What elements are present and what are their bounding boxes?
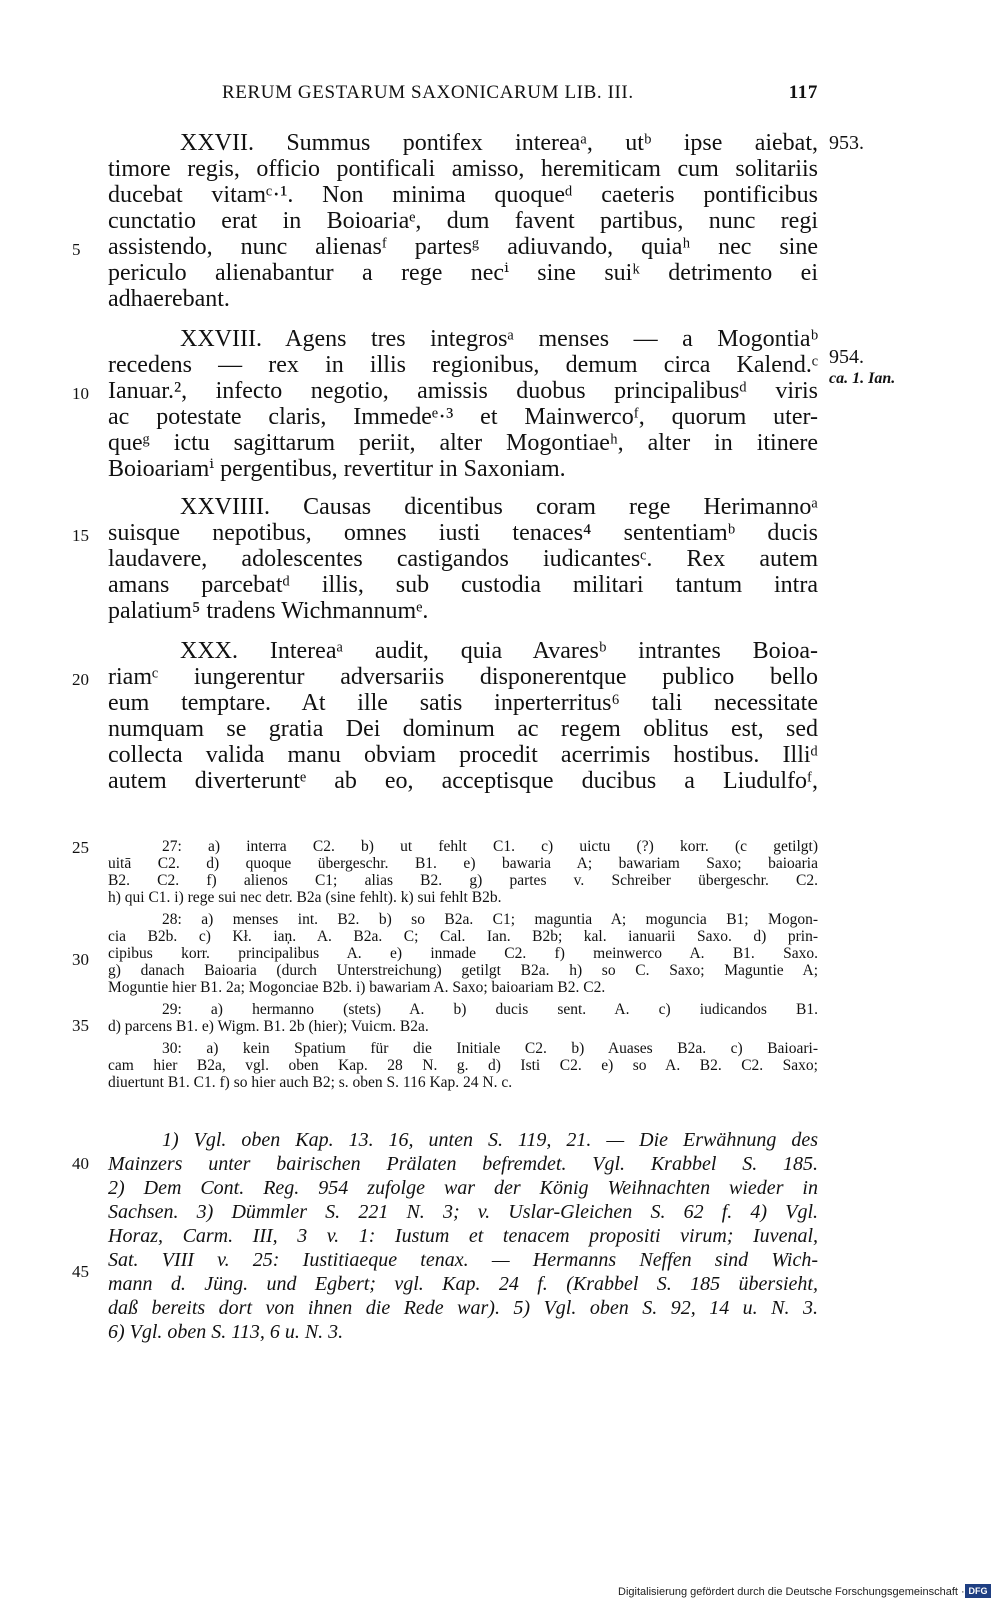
text-line: Ianuar.², infecto negotio, amissis duobus principalibusᵈ viris bbox=[108, 378, 818, 404]
text-line: collecta valida manu obviam procedit acerrimis hostibus. Illiᵈ bbox=[108, 742, 818, 768]
text-line: adhaerebant. bbox=[108, 286, 230, 312]
apparatus-line: 29: a) hermanno (stets) A. b) ducis sent. A. c) iudicandos B1. bbox=[162, 1001, 818, 1018]
dfg-logo: DFG bbox=[965, 1584, 991, 1598]
text-line: riamᶜ iungerentur adversariis disponerentque publico bello bbox=[108, 664, 818, 690]
text-line: suisque nepotibus, omnes iusti tenaces⁴ sententiamᵇ ducis bbox=[108, 520, 818, 546]
text-line: ac potestate claris, Immedeᵉ·³ et Mainwercoᶠ, quorum uter- bbox=[108, 404, 818, 430]
text-line: XXVII. Summus pontifex intereaᵃ, utᵇ ipse aiebat, bbox=[180, 130, 818, 156]
line-number: 15 bbox=[72, 526, 89, 545]
text-line: cunctatio erat in Boioariaᵉ, dum favent partibus, nunc regi bbox=[108, 208, 818, 234]
line-number: 20 bbox=[72, 670, 89, 689]
text-line: palatium⁵ tradens Wichmannumᵉ. bbox=[108, 598, 429, 624]
text-line: autem diverteruntᵉ ab eo, acceptisque ducibus a Liudulfoᶠ, bbox=[108, 768, 818, 794]
text-line: numquam se gratia Dei dominum ac regem oblitus est, sed bbox=[108, 716, 818, 742]
margin-year: 953. bbox=[829, 132, 864, 154]
text-line: ducebat vitamᶜ·¹. Non minima quoqueᵈ caeteris pontificibus bbox=[108, 182, 818, 208]
text-line: recedens — rex in illis regionibus, demum circa Kalend.ᶜ bbox=[108, 352, 818, 378]
apparatus-line: Moguntie hier B1. 2a; Mogonciae B2b. i) bawariam A. Saxo; baioariam B2. C2. bbox=[108, 979, 606, 996]
text-line: queᵍ ictu sagittarum periit, alter Mogontiaeʰ, alter in itinere bbox=[108, 430, 818, 456]
line-number: 45 bbox=[72, 1262, 89, 1281]
text-line: XXVIIII. Causas dicentibus coram rege Herimannoᵃ bbox=[180, 494, 818, 520]
margin-date: ca. 1. Ian. bbox=[829, 370, 896, 387]
footnote-line: 1) Vgl. oben Kap. 13. 16, unten S. 119, 21. — Die Erwähnung des bbox=[162, 1129, 818, 1151]
apparatus-line: cam hier B2a, vgl. oben Kap. 28 N. g. d) Isti C2. e) so A. B2. C2. Saxo; bbox=[108, 1057, 818, 1074]
apparatus-line: 27: a) interra C2. b) ut fehlt C1. c) uictu (?) korr. (c getilgt) bbox=[162, 838, 818, 855]
text-line: timore regis, officio pontificali amisso, heremiticam cum solitariis bbox=[108, 156, 818, 182]
apparatus-line: uitā C2. d) quoque übergeschr. B1. e) bawaria A; bawariam Saxo; baioaria bbox=[108, 855, 818, 872]
running-head bbox=[222, 82, 818, 104]
line-number: 5 bbox=[72, 240, 81, 259]
footnote-line: 6) Vgl. oben S. 113, 6 u. N. 3. bbox=[108, 1321, 344, 1343]
text-line: assistendo, nunc alienasᶠ partesᵍ adiuvando, quiaʰ nec sine bbox=[108, 234, 818, 260]
apparatus-line: 30: a) kein Spatium für die Initiale C2. b) Auases B2a. c) Baioari- bbox=[162, 1040, 818, 1057]
apparatus-line: h) qui C1. i) rege sui nec detr. B2a (sine fehlt). k) sui fehlt B2b. bbox=[108, 889, 502, 906]
page-number: 117 bbox=[788, 82, 818, 103]
line-number: 35 bbox=[72, 1016, 89, 1035]
text-line: periculo alienabantur a rege necⁱ sine suiᵏ detrimento ei bbox=[108, 260, 818, 286]
margin-year: 954. bbox=[829, 346, 864, 368]
apparatus-line: B2. C2. f) alienos C1; alias B2. g) partes v. Schreiber übergeschr. C2. bbox=[108, 872, 818, 889]
text-line: amans parcebatᵈ illis, sub custodia militari tantum intra bbox=[108, 572, 818, 598]
apparatus-line: cia B2b. c) Kł. iaņ. A. B2a. C; Cal. Ian. B2b; kal. ianuarii Saxo. d) prin- bbox=[108, 928, 818, 945]
line-number: 25 bbox=[72, 838, 89, 857]
apparatus-line: g) danach Baioaria (durch Unterstreichung) getilgt B2a. h) so C. Saxo; Maguntie A; bbox=[108, 962, 818, 979]
text-line: XXVIII. Agens tres integrosᵃ menses — a Mogontiaᵇ bbox=[180, 326, 818, 352]
text-line: Boioariamⁱ pergentibus, revertitur in Saxoniam. bbox=[108, 456, 566, 482]
text-line: XXX. Intereaᵃ audit, quia Avaresᵇ intrantes Boioa- bbox=[180, 638, 818, 664]
apparatus-line: 28: a) menses int. B2. b) so B2a. C1; maguntia A; moguncia B1; Mogon- bbox=[162, 911, 818, 928]
line-number: 40 bbox=[72, 1154, 89, 1173]
footnote-line: daß bereits dort von ihnen die Rede war). 5) Vgl. oben S. 92, 14 u. N. 3. bbox=[108, 1297, 818, 1319]
footnote-line: Mainzers unter bairischen Prälaten befremdet. Vgl. Krabbel S. 185. bbox=[108, 1153, 818, 1175]
apparatus-line: d) parcens B1. e) Wigm. B1. 2b (hier); Vuicm. B2a. bbox=[108, 1018, 429, 1035]
footnote-line: mann d. Jüng. und Egbert; vgl. Kap. 24 f. (Krabbel S. 185 übersieht, bbox=[108, 1273, 818, 1295]
footnote-line: 2) Dem Cont. Reg. 954 zufolge war der König Weihnachten wieder in bbox=[108, 1177, 818, 1199]
text-line: laudavere, adolescentes castigandos iudicantesᶜ. Rex autem bbox=[108, 546, 818, 572]
digitization-credit: Digitalisierung gefördert durch die Deutsche Forschungsgemeinschaft · bbox=[618, 1586, 965, 1598]
apparatus-line: cipibus korr. principalibus A. e) inmade C2. f) meinwerco A. B1. Saxo. bbox=[108, 945, 818, 962]
line-number: 10 bbox=[72, 384, 89, 403]
line-number: 30 bbox=[72, 950, 89, 969]
footnote-line: Horaz, Carm. III, 3 v. 1: Iustum et tenacem propositi virum; Iuvenal, bbox=[108, 1225, 818, 1247]
footnote-line: Sachsen. 3) Dümmler S. 221 N. 3; v. Uslar-Gleichen S. 62 f. 4) Vgl. bbox=[108, 1201, 818, 1223]
running-title: RERUM GESTARUM SAXONICARUM LIB. III. bbox=[222, 82, 634, 103]
text-line: eum temptare. At ille satis inperterritus⁶ tali necessitate bbox=[108, 690, 818, 716]
apparatus-line: diuertunt B1. C1. f) so hier auch B2; s. oben S. 116 Kap. 24 N. c. bbox=[108, 1074, 513, 1091]
footnote-line: Sat. VIII v. 25: Iustitiaeque tenax. — Hermanns Neffen sind Wich- bbox=[108, 1249, 818, 1271]
